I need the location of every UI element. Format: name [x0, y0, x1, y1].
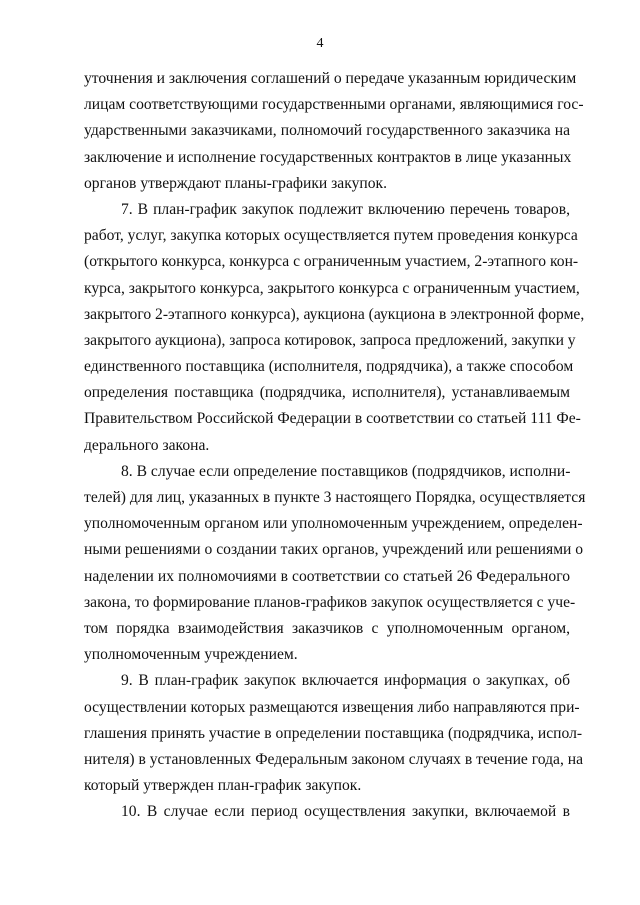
text-line: работ, услуг, закупка которых осуществляется путем проведения конкурса: [84, 227, 578, 245]
text-line: лицам соответствующими государственными органами, являющимися гос-: [84, 96, 584, 114]
text-line: который утвержден план-график закупок.: [84, 777, 362, 795]
text-line: 10. В случае если период осуществления закупки, включаемой в: [121, 803, 570, 821]
page-number: 4: [316, 36, 324, 51]
text-line: закона, то формирование планов-графиков закупок осуществляется с уче-: [84, 593, 576, 611]
text-line: органов утверждают планы-графики закупок.: [84, 174, 387, 192]
text-line: единственного поставщика (исполнителя, подрядчика), а также способом: [84, 358, 574, 376]
text-line: Правительством Российской Федерации в соответствии со статьей 111 Фе-: [84, 410, 581, 428]
text-line: дерального закона.: [84, 436, 210, 454]
text-line: уполномоченным органом или уполномоченным учреждением, определен-: [84, 515, 583, 533]
text-line: закрытого аукциона), запроса котировок, запроса предложений, закупки у: [84, 331, 576, 349]
text-line: уточнения и заключения соглашений о передаче указанным юридическим: [84, 70, 577, 87]
text-line: заключение и исполнение государственных контрактов в лице указанных: [84, 148, 572, 166]
text-line: осуществлении которых размещаются извещения либо направляются при-: [84, 698, 580, 716]
text-line: телей) для лиц, указанных в пункте 3 настоящего Порядка, осуществляется: [84, 489, 586, 506]
text-line: ными решениями о создании таких органов, учреждений или решениями о: [84, 541, 584, 559]
text-line: 9. В план-график закупок включается информация о закупках, об: [121, 672, 570, 690]
text-line: ударственными заказчиками, полномочий государственного заказчика на: [84, 122, 570, 140]
text-line: глашения принять участие в определении поставщика (подрядчика, испол-: [84, 724, 583, 742]
text-line: 8. В случае если определение поставщиков (подрядчиков, исполни-: [121, 462, 571, 480]
text-line: том порядка взаимодействия заказчиков с уполномоченным органом,: [84, 619, 570, 637]
text-line: 7. В план-график закупок подлежит включению перечень товаров,: [121, 200, 570, 218]
text-line: определения поставщика (подрядчика, исполнителя), устанавливаемым: [84, 384, 570, 402]
text-line: (открытого конкурса, конкурса с ограниченным участием, 2-этапного кон-: [84, 253, 579, 271]
text-line: закрытого 2-этапного конкурса), аукциона (аукциона в электронной форме,: [84, 305, 585, 323]
text-line: нителя) в установленных Федеральным законом случаях в течение года, на: [84, 750, 584, 768]
document-body: [84, 66, 586, 825]
text-line: уполномоченным учреждением.: [84, 646, 298, 664]
text-line: наделении их полномочиями в соответствии со статьей 26 Федерального: [84, 567, 570, 585]
text-line: курса, закрытого конкурса, закрытого конкурса с ограниченным участием,: [84, 279, 580, 297]
